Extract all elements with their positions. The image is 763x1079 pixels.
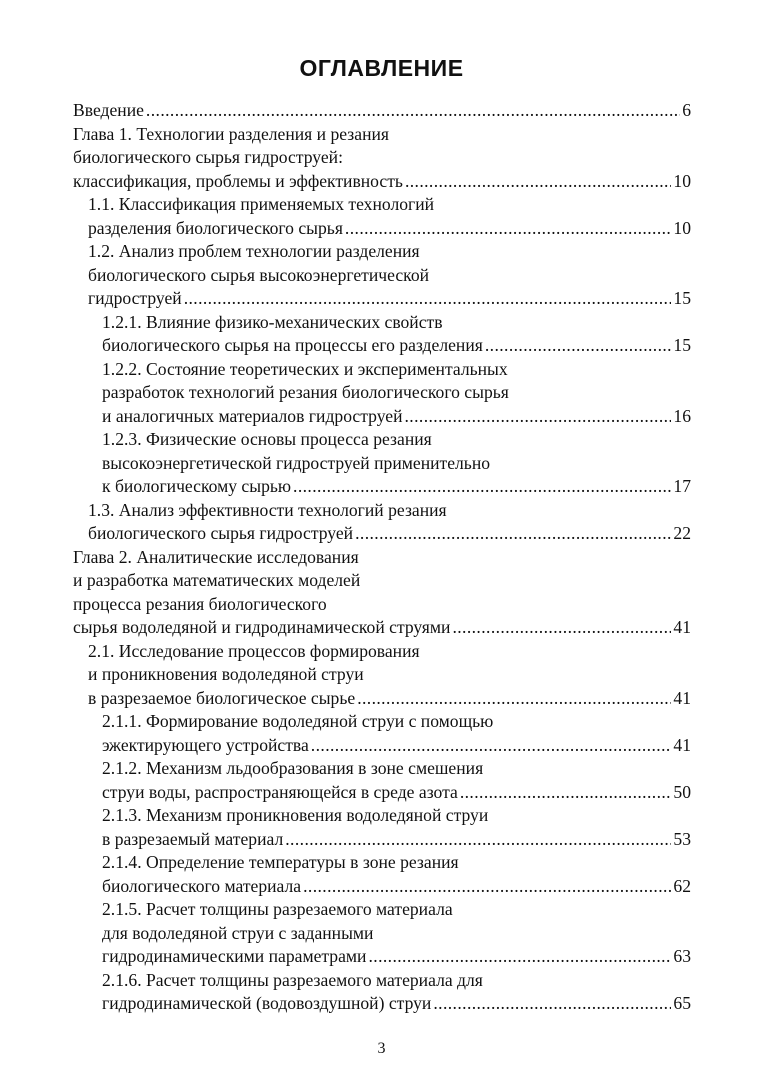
dot-leader: [345, 217, 671, 241]
page-title: ОГЛАВЛЕНИЕ: [299, 55, 464, 81]
toc-entry[interactable]: [73, 428, 691, 499]
toc-entry-last-line: [88, 687, 691, 711]
toc-page-number: 16: [673, 405, 691, 426]
dot-leader: [357, 687, 671, 711]
toc-entry-text: гидродинамической (водовоздушной) струи: [102, 993, 432, 1013]
toc-page-number: 6: [682, 100, 691, 120]
toc-page-number: 41: [673, 734, 691, 755]
dot-leader: [405, 170, 671, 194]
toc-page-number: 41: [673, 687, 691, 708]
dot-leader: [405, 405, 672, 429]
toc-entry-text: 2.1.2. Механизм льдообразования в зоне смешения: [102, 758, 484, 778]
toc-page-number: 50: [673, 781, 691, 802]
toc-page-number: 65: [673, 993, 691, 1013]
toc-entry-text: 1.2.3. Физические основы процесса резания: [102, 429, 432, 449]
toc-entry-last-line: [102, 875, 691, 899]
toc-entry[interactable]: [73, 499, 691, 546]
toc-entry[interactable]: [73, 240, 691, 311]
dot-leader: [293, 475, 671, 499]
toc-page-number: 10: [673, 170, 691, 191]
toc-entry[interactable]: [73, 851, 691, 898]
toc-entry[interactable]: [73, 123, 691, 194]
dot-leader: [355, 522, 671, 546]
toc-entry-text: к биологическому сырью: [102, 476, 292, 496]
dot-leader: [460, 781, 672, 805]
toc-entry-text: 2.1.5. Расчет толщины разрезаемого материала: [102, 899, 453, 919]
dot-leader: [485, 334, 672, 358]
toc-entry-text: в разрезаемое биологическое сырье: [88, 687, 356, 708]
toc-page-number: 15: [673, 335, 691, 355]
toc-entry-text: 1.2.1. Влияние физико-механических свойств: [102, 311, 443, 332]
toc-entry-text: классификация, проблемы и эффективность: [73, 170, 403, 191]
dot-leader: [285, 828, 671, 852]
toc-entry-last-line: [102, 734, 691, 758]
toc-entry-text: эжектирующего устройства: [102, 734, 309, 755]
toc-entry-text: и аналогичных материалов гидроструей: [102, 405, 403, 426]
toc-entry[interactable]: [73, 710, 691, 757]
toc-page-number: 41: [673, 617, 691, 637]
toc-entry-text: биологического сырья высокоэнергетической: [88, 264, 430, 285]
toc-entry-last-line: [73, 99, 691, 123]
toc-entry-text: для водоледяной струи с заданными: [102, 922, 374, 943]
toc-entry-last-line: [102, 405, 691, 429]
dot-leader: [433, 992, 671, 1016]
toc-entry-text: 2.1.4. Определение температуры в зоне резания: [102, 852, 459, 872]
toc-entry-last-line: [102, 945, 691, 969]
toc-entry[interactable]: [73, 546, 691, 640]
dot-leader: [146, 99, 680, 123]
toc-entry-last-line: [102, 992, 691, 1016]
dot-leader: [368, 945, 671, 969]
toc-entry-text: 1.3. Анализ эффективности технологий резания: [88, 499, 447, 520]
toc-entry-text: 2.1.3. Механизм проникновения водоледяной струи: [102, 805, 489, 825]
toc-entry-text: высокоэнергетической гидроструей применительно: [102, 452, 491, 473]
toc-entry-text: 2.1. Исследование процессов формирования: [88, 640, 420, 661]
toc-entry[interactable]: [73, 640, 691, 711]
toc-entry-text: разработок технологий резания биологического сырья: [102, 382, 509, 402]
page-number: 3: [377, 1040, 386, 1057]
toc-entry-last-line: [102, 781, 691, 805]
toc-entry[interactable]: [73, 898, 691, 969]
dot-leader: [303, 875, 671, 899]
toc-entry-text: 1.2.2. Состояние теоретических и экспериментальных: [102, 358, 508, 379]
toc-entry-last-line: [73, 616, 691, 640]
toc-page-number: 53: [673, 828, 691, 849]
dot-leader: [184, 287, 672, 311]
toc-entry-text: биологического сырья гидроструей:: [73, 147, 343, 167]
toc-page-number: 22: [673, 523, 691, 543]
toc-page-number: 15: [673, 288, 691, 308]
toc-entry-last-line: [88, 217, 691, 241]
toc-entry-last-line: [102, 828, 691, 852]
toc-entry-last-line: [88, 522, 691, 546]
toc-entry-last-line: [102, 475, 691, 499]
toc-entry-text: в разрезаемый материал: [102, 828, 284, 849]
toc-entry-text: и разработка математических моделей: [73, 570, 361, 590]
toc-entry-text: Глава 1. Технологии разделения и резания: [73, 123, 389, 144]
toc-entry-text: и проникновения водоледяной струи: [88, 664, 364, 684]
dot-leader: [452, 616, 671, 640]
toc-entry-text: 2.1.6. Расчет толщины разрезаемого материала для: [102, 969, 483, 990]
toc-page-number: 17: [673, 476, 691, 496]
toc-page-number: 10: [673, 217, 691, 238]
toc-entry[interactable]: [73, 969, 691, 1016]
toc-entry-text: гидродинамическими параметрами: [102, 946, 367, 966]
toc-entry-last-line: [88, 287, 691, 311]
toc-entry[interactable]: [73, 757, 691, 804]
toc-entry-text: сырья водоледяной и гидродинамической струями: [73, 617, 451, 637]
toc-entry-text: биологического материала: [102, 875, 302, 896]
toc-entry[interactable]: [73, 99, 691, 123]
toc-entry-last-line: [102, 334, 691, 358]
toc-entry-last-line: [73, 170, 691, 194]
toc-entry-text: гидроструей: [88, 288, 182, 308]
toc-entry-text: разделения биологического сырья: [88, 217, 343, 238]
toc-entry-text: Введение: [73, 100, 144, 120]
toc-entry-text: биологического сырья на процессы его разделения: [102, 335, 483, 355]
toc-page-number: 63: [673, 946, 691, 966]
toc-entry-text: Глава 2. Аналитические исследования: [73, 546, 359, 567]
toc-entry[interactable]: [73, 804, 691, 851]
toc-entry-text: биологического сырья гидроструей: [88, 523, 354, 543]
toc-page-number: 62: [673, 875, 691, 896]
toc-entry[interactable]: [73, 311, 691, 358]
toc-entry-text: 1.2. Анализ проблем технологии разделения: [88, 241, 420, 261]
toc-entry-text: 2.1.1. Формирование водоледяной струи с помощью: [102, 711, 494, 731]
table-of-contents: [73, 99, 691, 1016]
toc-entry-text: 1.1. Классификация применяемых технологий: [88, 194, 435, 214]
toc-entry-text: струи воды, распространяющейся в среде азота: [102, 781, 458, 802]
toc-entry[interactable]: [73, 358, 691, 429]
toc-entry[interactable]: [73, 193, 691, 240]
dot-leader: [311, 734, 672, 758]
toc-entry-text: процесса резания биологического: [73, 593, 327, 614]
